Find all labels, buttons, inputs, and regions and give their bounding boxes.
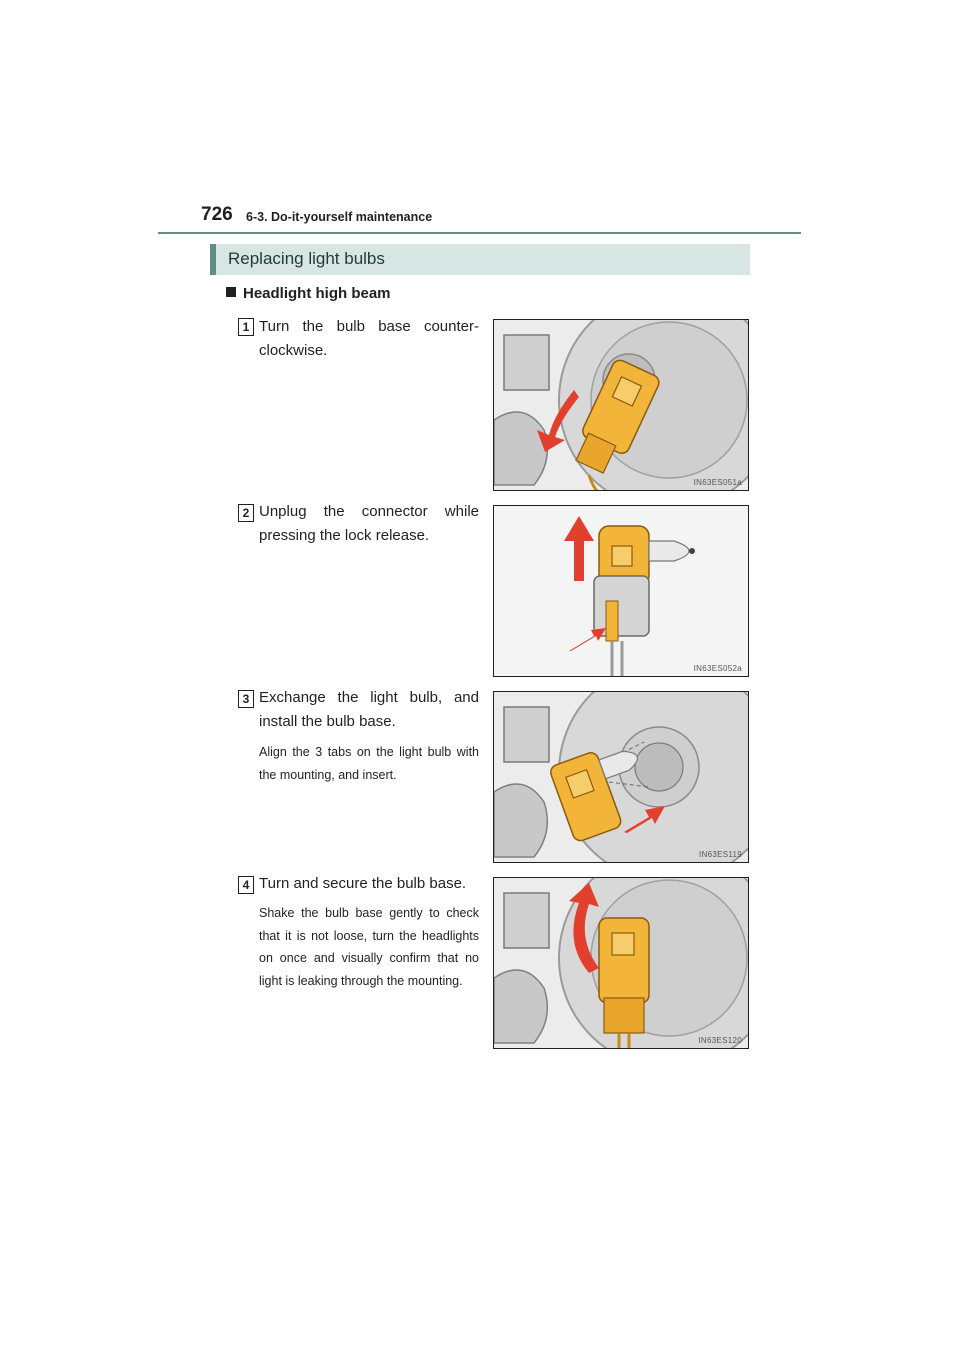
subsection-title: Headlight high beam	[243, 285, 391, 302]
section-bar	[210, 244, 750, 275]
step-3-number: 3	[238, 690, 254, 708]
page-number: 726	[201, 204, 233, 225]
section-title: Replacing light bulbs	[228, 249, 385, 268]
step-4-note: Shake the bulb base gently to check that it is not loose, turn the headlights on once and visually confirm that no light is leaking through the mounting.	[259, 906, 479, 988]
step-1-number: 1	[238, 318, 254, 336]
figure-code: IN63ES051a	[693, 478, 742, 487]
step-2-figure	[493, 505, 749, 677]
step-1-text: Turn the bulb base counter-clockwise.	[259, 318, 479, 359]
square-bullet-icon	[226, 287, 236, 297]
step-3-note: Align the 3 tabs on the light bulb with the mounting, and insert.	[259, 745, 479, 782]
header-rule	[158, 232, 801, 234]
step-4-number: 4	[238, 876, 254, 894]
figure-code: IN63ES052a	[693, 664, 742, 673]
step-2-text: Unplug the connector while pressing the lock release.	[259, 503, 479, 544]
step-3-figure	[493, 691, 749, 863]
step-4-figure	[493, 877, 749, 1049]
step-2-number: 2	[238, 504, 254, 522]
step-3-text: Exchange the light bulb, and install the bulb base.	[259, 689, 479, 730]
step-4-text: Turn and secure the bulb base.	[259, 875, 467, 892]
chapter-title: 6-3. Do-it-yourself maintenance	[246, 210, 433, 224]
step-1-figure	[493, 319, 749, 491]
figure-code: IN63ES120	[698, 1036, 742, 1045]
subsection-heading	[226, 285, 391, 302]
figure-code: IN63ES119	[698, 850, 742, 859]
